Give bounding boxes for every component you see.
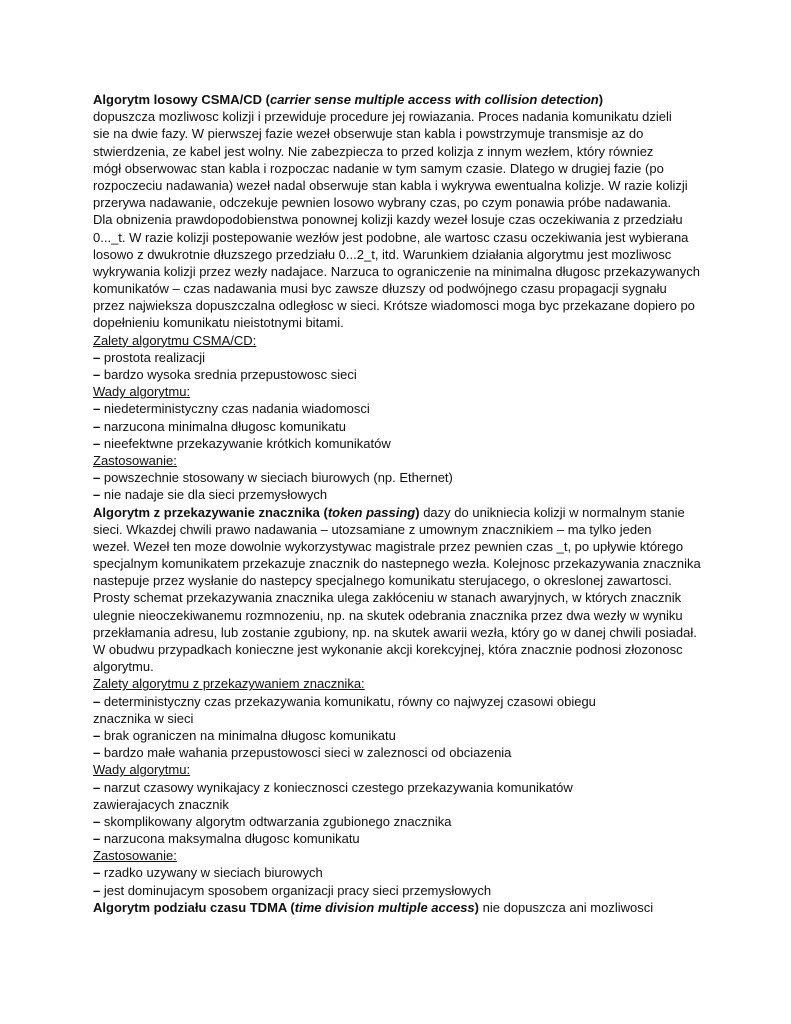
csma-title-italic: carrier sense multiple access with collision detection (269, 92, 599, 107)
dash-bullet: – (93, 745, 101, 761)
token-title-italic: token passing (327, 504, 416, 520)
paragraph-line: W obudwu przypadkach konieczne jest wykonanie akcji korekcyjnej, która znacznie podnosi złozonosc (93, 642, 683, 657)
csma-heading: Algorytm losowy CSMA/CD (carrier sense multiple access with collision detection) (93, 92, 604, 107)
paragraph-line: wezeł. Wezeł ten moze dowolnie wykorzystywac magistrale przez pewnien czas _t, po upływie którego (93, 538, 684, 554)
csma-usage-heading: Zastosowanie: (93, 452, 177, 468)
list-item-continuation: zawierajacych znacznik (93, 796, 229, 812)
document-page (93, 91, 713, 916)
list-item: – skomplikowany algorytm odtwarzania zgubionego znacznika (93, 813, 452, 829)
list-item: – deterministyczny czas przekazywania komunikatu, równy co najwyzej czasowi obiegu (93, 693, 596, 709)
dash-bullet: – (93, 401, 101, 417)
dash-bullet: – (93, 727, 101, 743)
tdma-title-italic: time division multiple access (294, 899, 475, 915)
dash-bullet: – (93, 435, 101, 451)
list-item: – niedeterministyczny czas nadania wiadomosci (93, 401, 370, 417)
paragraph-line: przez najwieksza dopuszczalna odległosc w sieci. Krótsze wiadomosci moga byc przekazane dopiero po (93, 298, 695, 314)
dash-bullet: – (93, 831, 101, 847)
list-item: – bardzo wysoka srednia przepustowosc sieci (93, 367, 357, 382)
dash-bullet: – (93, 693, 101, 709)
tdma-heading: Algorytm podziału czasu TDMA (time division multiple access) nie dopuszcza ani mozliwosci (93, 899, 654, 915)
token-advantages-heading: Zalety algorytmu z przekazywaniem znacznika: (93, 676, 365, 692)
paragraph-line: mógł obserwowac stan kabla i rozpoczac nadanie w tym samym czasie. Dlatego w drugiej fazie (po (93, 160, 664, 176)
list-item: – rzadko uzywany w sieciach biurowych (93, 865, 323, 881)
paragraph-line: losowo z dwukrotnie dłuzszego przedziału 0...2_t, itd. Warunkiem działania algorytmu jest mozliwosc (93, 246, 672, 262)
list-item: – jest dominujacym sposobem organizacji pracy sieci przemysłowych (93, 882, 492, 898)
token-heading: Algorytm z przekazywanie znacznika (token passing) dazy do unikniecia kolizji w normalnym stanie (93, 504, 685, 520)
token-usage-heading: Zastosowanie: (93, 848, 177, 864)
tdma-title: Algorytm podziału czasu TDMA (93, 899, 287, 915)
paragraph-line: dopełnieniu komunikatu nieistotnymi bitami. (93, 315, 344, 331)
paragraph-line: 0..._t. W razie kolizji postepowanie wezłów jest podobne, ale wartosc czasu oczekiwania jest wybierana (93, 229, 689, 245)
paragraph-line: przerywa nadawanie, odczekuje pewnien losowo wybrany czas, po czym ponawia próbe nadawania. (93, 195, 672, 211)
paragraph-line: ulegnie nieoczekiwanemu rozmnozeniu, np. na skutek odebrania znacznika przez dwa wezły w wyniku (93, 607, 683, 623)
dash-bullet: – (93, 865, 101, 881)
csma-title: Algorytm losowy CSMA/CD (93, 92, 263, 107)
list-item: – brak ograniczen na minimalna długosc komunikatu (93, 727, 396, 743)
list-item: – narzucona minimalna długosc komunikatu (93, 418, 346, 434)
list-item: – prostota realizacji (93, 349, 206, 365)
list-item: – powszechnie stosowany w sieciach biurowych (np. Ethernet) (93, 470, 453, 486)
token-disadvantages-heading: Wady algorytmu: (93, 762, 191, 778)
list-item: – nie nadaje sie dla sieci przemysłowych (93, 487, 328, 503)
dash-bullet: – (93, 418, 101, 434)
list-item-continuation: znacznika w sieci (93, 710, 194, 726)
csma-disadvantages-heading: Wady algorytmu: (93, 384, 191, 400)
paragraph-line: sieci. Wkazdej chwili prawo nadawania – utozsamiane z umownym znacznikiem – ma tylko jeden (93, 521, 652, 537)
paragraph-line: rozpoczeciu nadawania) wezeł nadal obserwuje stan kabla i wykrywa ewentualna kolizje. W razie kolizji (93, 177, 688, 193)
paragraph-line: nastepuje przez wysłanie do nastepcy specjalnego komunikatu sterujacego, o okreslonej zawartosci. (93, 573, 672, 589)
list-item: – bardzo małe wahania przepustowosci sieci w zaleznosci od obciazenia (93, 745, 512, 761)
paragraph-line: stwierdzenia, ze kabel jest wolny. Nie zabezpiecza to przed kolizja z innym wezłem, który równiez (93, 143, 654, 159)
list-item: – narzut czasowy wynikajacy z koniecznosci czestego przekazywania komunikatów (93, 779, 573, 795)
paragraph-line: komunikatów – czas nadawania musi byc zawsze dłuzszy od podwójnego czasu propagacji sygnału (93, 281, 667, 297)
list-item: – nieefektwne przekazywanie krótkich komunikatów (93, 435, 391, 451)
dash-bullet: – (93, 367, 101, 382)
dash-bullet: – (93, 470, 101, 486)
paragraph-line: Prosty schemat przekazywania znacznika ulega zakłóceniu w stanach awaryjnych, w których znacznik (93, 590, 682, 606)
dash-bullet: – (93, 882, 101, 898)
paragraph-line: przekłamania adresu, lub zostanie zgubiony, np. na skutek awarii wezła, który go w danej chwili posiadał. (93, 624, 697, 640)
list-item: – narzucona maksymalna długosc komunikatu (93, 831, 360, 847)
paragraph-line: sie na dwie fazy. W pierwszej fazie wezeł obserwuje stan kabla i powstrzymuje transmisje az do (93, 126, 644, 142)
dash-bullet: – (93, 813, 101, 829)
token-title: Algorytm z przekazywanie znacznika (93, 504, 320, 520)
dash-bullet: – (93, 349, 101, 365)
csma-advantages-heading: Zalety algorytmu CSMA/CD: (93, 332, 257, 348)
paragraph-line: Dla obnizenia prawdopodobienstwa ponownej kolizji kazdy wezeł losuje czas oczekiwania z przedziału (93, 212, 683, 228)
paragraph-line: specjalnym komunikatem przekazuje znacznik do nastepnego wezła. Kolejnosc przekazywania znacznika (93, 556, 701, 572)
dash-bullet: – (93, 487, 101, 503)
dash-bullet: – (93, 779, 101, 795)
paragraph-line: wykrywania kolizji przez wezły nadajace. Narzuca to ograniczenie na minimalna długosc przekazywanych (93, 263, 700, 279)
paragraph-line: algorytmu. (93, 659, 154, 675)
paragraph-line: dopuszcza mozliwosc kolizji i przewiduje procedure jej rowiazania. Proces nadania komunikatu dzieli (93, 109, 672, 125)
